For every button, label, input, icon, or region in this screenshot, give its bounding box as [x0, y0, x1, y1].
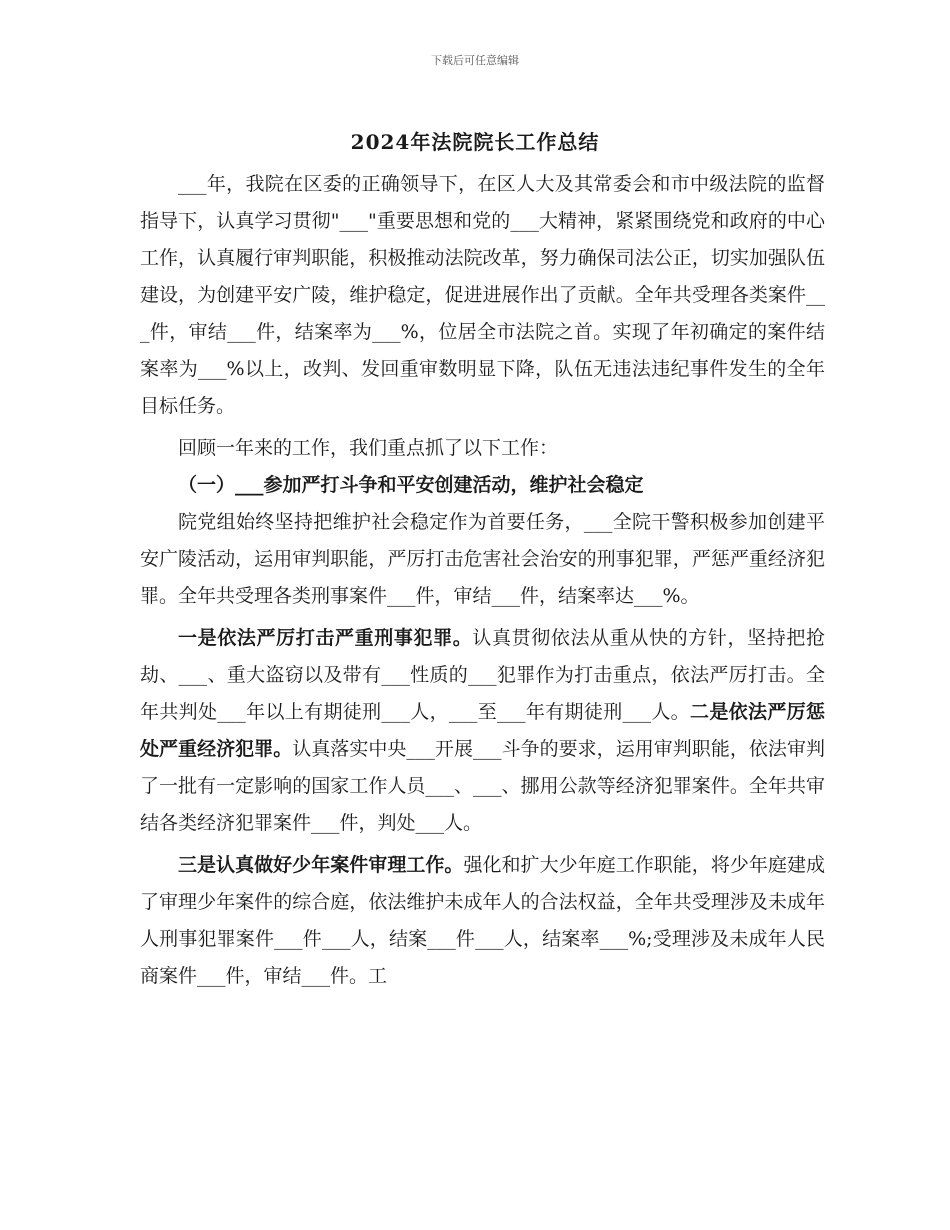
lead-text-1: 一是依法严厉打击严重刑事犯罪。 — [178, 627, 473, 649]
body-text-3: 强化和扩大少年庭工作职能，将少年庭建成了审理少年案件的综合庭，依法维护未成年人的合法权益，全年共受理涉及未成年人刑事犯罪案件___件___人，结案___件___人，结案率___%;受理涉及未成年人民商案件___件，审结___件。工 — [140, 854, 825, 987]
paragraph-section-1: 院党组始终坚持把维护社会稳定作为首要任务，___全院干警积极参加创建平安广陵活动，运用审判职能，严厉打击危害社会治安的刑事犯罪，严惩严重经济犯罪。全年共受理各类刑事案件___件，审结___件，结案率达___%。 — [140, 511, 825, 607]
body-text-2: 认真落实中央___开展___斗争的要求，运用审判职能，依法审判了一批有一定影响的国家工作人员___、___、挪用公款等经济犯罪案件。全年共审结各类经济犯罪案件___件，判处___人。 — [140, 738, 825, 834]
paragraph-review: 回顾一年来的工作，我们重点抓了以下工作： — [178, 437, 559, 459]
section-heading-1: （一）___参加严打斗争和平安创建活动，维护社会稳定 — [178, 474, 644, 496]
paragraph-criminal — [140, 620, 825, 842]
body-text-1: 认真贯彻依法从重从快的方针，坚持把抢劫、___、重大盗窃以及带有___性质的___犯罪作为打击重点，依法严厉打击。全年共判处___年以上有期徒刑___人，___至___年有期徒刑___人。 — [140, 627, 825, 723]
paragraph-intro: ___年，我院在区委的正确领导下，在区人大及其常委会和市中级法院的监督指导下，认真学习贯彻"___"重要思想和党的___大精神，紧紧围绕党和政府的中心工作，认真履行审判职能，积极推动法院改革，努力确保司法公正，切实加强队伍建设，为创建平安广陵，维护稳定，促进进展作出了贡献。全年共受理各类案件___件，审结___件，结案率为___%，位居全市法院之首。实现了年初确定的案件结案率为___%以上，改判、发回重审数明显下降，队伍无违法违纪事件发生的全年目标任务。 — [140, 173, 825, 417]
header-note: 下载后可任意编辑 — [431, 54, 519, 67]
paragraph-juvenile — [140, 847, 825, 995]
lead-text-3: 三是认真做好少年案件审理工作。 — [178, 854, 464, 876]
lead-text-2: 二是依法严厉惩处严重经济犯罪。 — [140, 701, 825, 760]
page-title: 2024年法院院长工作总结 — [350, 130, 600, 154]
document-body — [140, 166, 825, 995]
